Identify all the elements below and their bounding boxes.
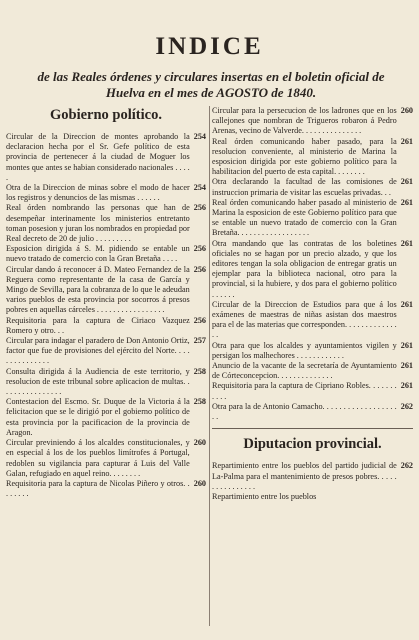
entry-text: Circular para indagar el paradero de Don Antonio Ortiz, factor que fue de provisiones del ejército del Norte. . . . . . . . . . . . . . . [6,336,190,366]
index-entry [6,438,206,479]
entry-page-number: 256 [193,244,206,254]
column-divider [209,106,210,626]
index-entry [212,461,413,492]
index-entry [212,300,413,341]
entry-text: Real órden comunicando haber pasado al ministerio de Marina la esposicion de este Gobierno político para que se entable un nuevo tratado de comercio con la Gran Bretaña. . . . . . . . . . . . . . . . . . [212,197,397,238]
entry-page-number: 260 [193,438,206,448]
left-column [6,106,206,499]
entry-text: Esposicion dirigida á S. M. pidiendo se entable un nuevo tratado de comercio con la Gran Bretaña . . . . [6,244,190,264]
index-entry [6,336,206,367]
entry-text: Otra para la de Antonio Camacho. . . . . . . . . . . . . . . . . . . . [212,401,397,422]
index-entry [6,316,206,336]
right-column [212,106,413,502]
index-entry [212,239,413,300]
entry-text: Requisitoria para la captura de Nicolas Piñero y otros. . . . . . . . [6,478,190,499]
entry-text: Circular dando á reconocer á D. Mateo Fernandez de la Reguera como representante de la casa de García y Mingo de Sevilla, para la cobranza de lo que le adeudan varios pueblos de esta provincia por socorros á presos pobres en aquellas cárceles . . . . . . . . . . . . . . . . . [6,264,190,315]
entry-page-number: 261 [400,361,413,371]
entry-page-number: 262 [400,401,413,411]
entry-page-number: 261 [400,177,413,187]
entry-text: Repartimiento entre los pueblos [212,491,317,501]
entry-text: Otra para que los alcaldes y ayuntamientos vigilen y persigan los malhechores . . . . . . . . . . . . [212,340,397,360]
entry-page-number: 261 [400,197,413,207]
entry-page-number: 256 [193,203,206,213]
index-entry [212,106,413,137]
entry-page-number: 258 [193,397,206,407]
entry-page-number: 260 [400,106,413,115]
index-entry [6,183,206,203]
index-entry [212,492,413,502]
entry-text: Contestacion del Escmo. Sr. Duque de la Victoria á la felicitacion que se le dirigió por el gobierno político de esta provincia por la pacificacion de la provincia de Aragon. [6,397,190,437]
entry-text: Otra de la Direccion de minas sobre el modo de hacer los registros y denuncios de las mismas . . . . . . [6,183,190,203]
entry-text: Otra declarando la facultad de las comisiones de instruccion primaria de visitar las escuelas privadas. . . [212,177,397,197]
index-entry [212,177,413,197]
entry-page-number: 261 [400,381,413,391]
entry-text: Real órden comunicando haber pasado, para la resolucion conveniente, al ministerio de Marina la esposicion dirigida por este gobierno político para la habilitacion del puerto de esta capital. . . . . . . . [212,136,397,177]
entry-text: Circular de la Direccion de Estudios para que á los exámenes de maestras de niñas asistan dos maestros para el de las materias que corresponden. . . . . . . . . . . . . . . [212,299,397,340]
entry-text: Repartimiento entre los pueblos del partido judicial de La-Palma para el mantenimiento de presos pobres. . . . . . . . . . . . . . . . [212,461,397,491]
entry-text: Circular de la Direccion de montes aprobando la declaracion hecha por el Sr. Gefe político de esta provincia de pertenecer á la ciudad de Moguer los montes que antes se habian considerado nacionales . . . . . [6,132,190,182]
index-entry [6,367,206,398]
index-entry [6,479,206,499]
index-entry [6,265,206,316]
index-entry [6,397,206,438]
page-title: INDICE [155,33,264,60]
index-entry [212,381,413,401]
entry-text: Otra mandando que las contratas de los boletines oficiales no se hagan por un precio alzado, y que los editores tengan la sola obligacion de entregar gratis un ejemplar para la biblioteca nacional, otro para la provincial, si la hubiere, y dos para el gobierno político . . . . . . [212,238,397,299]
section-heading-gobierno: Gobierno político. [50,107,162,123]
entry-text: Requisitoria para la captura de Ciriaco Vazquez Romero y otro. . . [6,315,190,335]
entry-text: Consulta dirigida á la Audiencia de este territorio, y resolucion de este tribunal sobre aplicacion de multas. . . . . . . . . . . . . . . . [6,366,190,397]
entry-page-number: 254 [193,132,206,141]
entry-page-number: 261 [400,340,413,350]
entry-page-number: 261 [400,136,413,146]
entry-text: Real órden nombrando las personas que han de desempeñar interinamente los ministerios entretanto toman posesion y juran los nombrados en propiedad por Real decreto de 20 de julio . . . . . . . . . [6,203,190,244]
section-divider [212,428,413,429]
index-entry [212,137,413,178]
left-entries [6,132,206,499]
entry-page-number: 254 [193,183,206,193]
entry-text: Anuncio de la vacante de la secretaría de Ayuntamiento de Córteconcepcion. . . . . . . . . . . . . . [212,361,397,381]
entry-text: Circular para la persecucion de los ladrones que en los callejones que nombran de Trigueros robaron á Pedro Arenas, vecino de Valverde. . . . . . . . . . . . . . . [212,106,397,136]
entry-text: Requisitoria para la captura de Cipriano Robles. . . . . . . . . . . [212,381,397,401]
entry-page-number: 260 [193,478,206,488]
index-entry [212,341,413,361]
section-heading-diputacion: Diputacion provincial. [243,436,382,453]
right-entries-a [212,106,413,422]
index-entry [212,402,413,422]
entry-page-number: 258 [193,366,206,376]
right-entries-b [212,461,413,502]
entry-page-number: 257 [193,336,206,346]
index-entry [6,132,206,183]
entry-page-number: 256 [193,264,206,274]
entry-page-number: 261 [400,238,413,248]
index-entry [212,361,413,381]
entry-page-number: 256 [193,315,206,325]
entry-page-number: 261 [400,299,413,309]
index-entry [6,203,206,244]
index-entry [6,244,206,264]
index-entry [212,198,413,239]
entry-text: Circular previniendo á los alcaldes constitucionales, y en especial á los de los pueblos limítrofes á Portugal, redoblen su vigilancia para capturar á Luis del Valle Galan, refugiado en aquel reino. . . . . . . . [6,438,190,478]
entry-page-number: 262 [400,461,413,471]
page-subtitle: de las Reales órdenes y circulares insertas en el boletin oficial de Huelva en el mes de AGOSTO de 1840. [37,69,385,100]
